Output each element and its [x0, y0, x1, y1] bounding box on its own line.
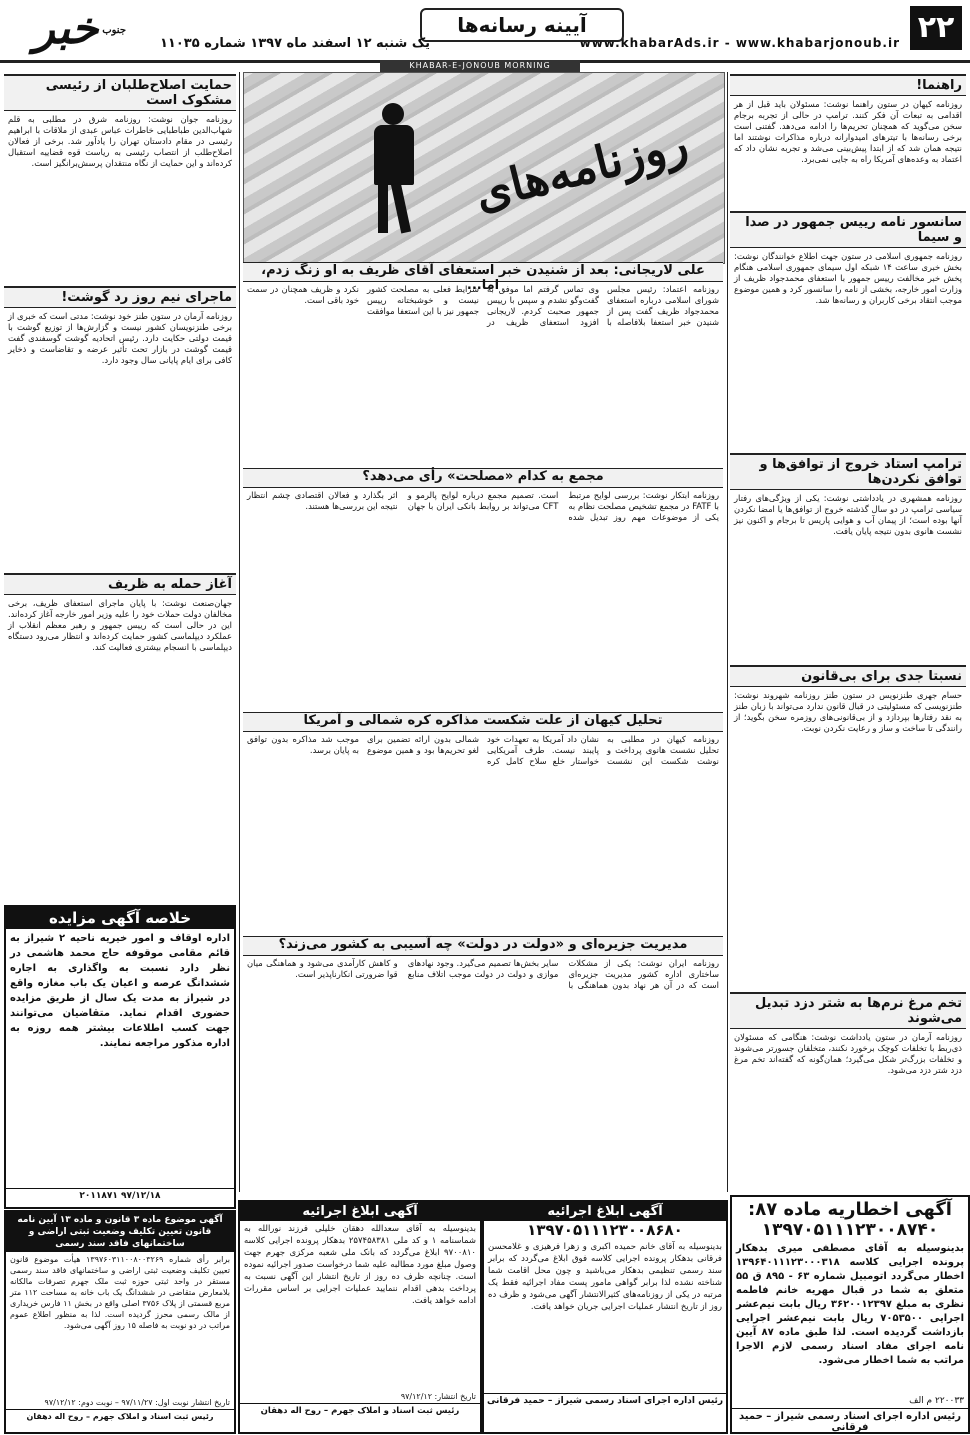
egg-thief-body: روزنامه آرمان در ستون یادداشت نوشت: هنگامی که مسئولان ذی‌ربط با تخلفات کوچک برخورد نکنند، متخلفان جسورتر می‌شوند و تخلفات بزرگ‌تر شکل می‌گیرد؛ همان‌گونه که گفته‌اند تخم مرغ دزد شتر دزد می‌شود.	[734, 1032, 962, 1075]
left-column	[4, 72, 236, 902]
article1-body: روزنامه اعتماد: رئیس مجلس شورای اسلامی درباره استعفای محمدجواد ظریف گفت پس از شنیدن خبر استعفا بلافاصله با وی تماس گرفتم اما موفق به گفت‌وگو نشدم و سپس با رییس جمهور صحبت کردم. لاریجانی افزود استعفای ظریف در شرایط فعلی به مصلحت کشور نیست و خوشبختانه رییس جمهور نیز با این استعفا موافقت نکرد و ظریف همچنان در سمت خود باقی است.	[247, 284, 719, 327]
website-urls[interactable]: www.khabarAds.ir - www.khabarjonoub.ir	[579, 36, 900, 50]
exec2-signature: رئیس ثبت اسناد و املاک جهرم – روح اله دهقان	[240, 1403, 480, 1416]
reader-silhouette	[364, 103, 424, 233]
newspaper-logo	[6, 4, 126, 54]
newspapers-photo	[243, 72, 725, 264]
english-strip: KHABAR-E-JONOUB MORNING	[380, 60, 580, 72]
trump-body: روزنامه همشهری در یادداشتی نوشت: یکی از ویژگی‌های رفتار سیاسی ترامپ در دو سال گذشته خروج از توافق‌ها یا امضا نکردن آنها بوده است؛ از پیمان آب و هوایی پاریس تا برجام و اکنون نیز نشست هانوی بدون نتیجه پایان یافت.	[734, 493, 962, 536]
lawless-body: حسام جهری طنزنویس در ستون طنز روزنامه شهروند نوشت: طنزنویسی که مسئولیتی در قبال قانون ندارد می‌تواند با زبان طنز به نقد رفتارها بپردازد و از بی‌قانونی‌های روزمره سخن بگوید؛ از رانندگی تا ساخت و ساز و رعایت نکردن نوبت.	[734, 690, 962, 733]
exec1-title: آگهی ابلاغ اجرائیه	[484, 1202, 726, 1221]
execution-notice-jahrom	[238, 1200, 482, 1434]
logo-text: خبر	[33, 3, 99, 54]
warn-body: بدینوسیله به آقای مصطفی میری بدهکار پرونده اجرایی کلاسه ۱۳۹۶۴۰۱۱۱۲۳۰۰۰۳۱۸ اخطار می‌گردد اتومبیل شماره ۶۳ - ۸۹۵ ق ۵۵ متعلق به شما در قبال مهریه خانم فاطمه نظری به مبلغ ۳۶۲۰۰۱۲۳۹۷ ریال بابت نیم‌عشر اجرایی ۷۰۵۳۵۰۰ ریال بابت نیم‌عشر اجرایی بازداشت گردیده است. لذا طبق ماده ۸۷ آیین نامه اجرای مفاد اسناد رسمی لازم الاجرا مراتب به شما اخطار می‌شود.	[736, 1243, 965, 1366]
reformists-heading: حمایت اصلاح‌طلبان از رئیسی مشکوک است	[4, 74, 236, 111]
censorship-heading: سانسور نامه رییس جمهور در صدا و سیما	[730, 211, 966, 248]
article3-body: روزنامه کیهان در مطلبی به تحلیل نشست هانوی پرداخت و نوشت شکست این نشست نشان داد آمریکا به تعهدات خود پایبند نیست. طرف آمریکایی خواستار خلع سلاح کامل کره شمالی بدون ارائه تضمین برای لغو تحریم‌ها بود و همین موضوع موجب شد مذاکره بدون توافق به پایان برسد.	[247, 734, 719, 766]
exec1-number: ۱۳۹۷۰۵۱۱۱۲۳۰۰۸۶۸۰	[527, 1221, 683, 1239]
photo-brush-title: روزنامه‌های	[469, 115, 693, 221]
warn-number: ۱۳۹۷۰۵۱۱۱۲۳۰۰۸۷۴۰	[761, 1220, 939, 1240]
notice-body: برابر رأی شماره ۱۳۹۷۶۰۳۱۱۰۰۸۰۰۳۲۶۹ هیأت موضوع قانون تعیین تکلیف وضعیت ثبتی اراضی و ساختمانهای فاقد سند رسمی مستقر در واحد ثبتی حوزه ثبت ملک جهرم تصرفات مالکانه بلامعارض متقاضی در ششدانگ یک باب خانه به مساحت ۱۱۲ متر مربع قسمتی از پلاک ۳۷۵۶ اصلی واقع در بخش ۱۱ فارس خریداری از مالک رسمی محرز گردیده است. لذا به منظور اطلاع عموم مراتب در دو نوبت به فاصله ۱۵ روز آگهی می‌شود.	[10, 1255, 231, 1330]
notice-signature: رئیس ثبت اسناد و املاک جهرم – روح اله دهقان	[6, 1409, 234, 1421]
article4	[243, 958, 723, 1093]
exec1-body: بدینوسیله به آقای خانم حمیده اکبری و زهرا فرهیزی و غلامحسن فرقانی بدهکار پرونده اجرایی کلاسه فوق ابلاغ می‌گردد که برابر سند رسمی تنظیمی بدهکار می‌باشید و چون محل اقامت شما شناخته نشده لذا برابر گواهی مامور پست مفاد اجرائیه فقط یک مرتبه در یکی از روزنامه‌های کثیرالانتشار آگهی می‌شود و ظرف ده روز از تاریخ انتشار عملیات اجرایی جریان خواهد یافت.	[488, 1242, 722, 1312]
article2-heading: مجمع به کدام «مصلحت» رأی می‌دهد؟	[243, 468, 723, 488]
egg-thief-heading: تخم مرغ نرم‌ها به شتر دزد تبدیل می‌شوند	[730, 992, 966, 1029]
zarif-attack-body: جهان‌صنعت نوشت: با پایان ماجرای استعفای ظریف، برخی مخالفان دولت حملات خود را علیه وزیر امور خارجه آغاز کرده‌اند. این در حالی است که رییس جمهور و رهبر معظم انقلاب از عملکرد دیپلماسی کشور حمایت کرده‌اند و انتظار می‌رود دستگاه دیپلماسی با انسجام بیشتری فعالیت کند.	[8, 598, 232, 652]
warn-date: ۲۲۰۰۳۳ م الف	[909, 1396, 964, 1406]
guide-body: روزنامه کیهان در ستون راهنما نوشت: مسئولان باید قبل از هر اقدامی به تبعات آن فکر کنند. ترامپ در حالی از تجربه برجام سخن می‌گوید که همچنان تحریم‌ها را ادامه می‌دهد. گفتنی است برخی رسانه‌ها با تیترهای امیدوارانه درباره مذاکرات نوشتند اما نتیجه همان شد که از ابتدا پیش‌بینی می‌شد و تجربه نشان داد که اعتماد به وعده‌های آمریکا راه به جایی نمی‌برد.	[734, 99, 962, 164]
exec2-title: آگهی ابلاغ اجرائیه	[240, 1202, 480, 1221]
execution-notice-shiraz	[482, 1200, 728, 1434]
article87-warning-ad	[730, 1195, 970, 1434]
section-title: آیینه رسانه‌ها	[420, 8, 624, 42]
warn-signature: رئیس اداره اجرای اسناد رسمی شیراز – حمید فرقانی	[732, 1408, 968, 1433]
date-line: یک شنبه ۱۲ اسفند ماه ۱۳۹۷ شماره ۱۱۰۳۵	[160, 36, 431, 51]
article1-heading: علی لاریجانی: بعد از شنیدن خبر استعفای آقای ظریف به او زنگ زدم، اما...	[243, 262, 723, 282]
notice-date: تاریخ انتشار نوبت اول: ۹۷/۱۱/۲۷ – نوبت دوم: ۹۷/۱۲/۱۲	[44, 1398, 230, 1407]
article3	[243, 734, 723, 934]
exec1-signature: رئیس اداره اجرای اسناد رسمی شیراز – حمید فرقانی	[484, 1393, 726, 1406]
article1	[243, 284, 723, 464]
trump-heading: ترامپ استاد خروج از توافق‌ها و توافق نکردن‌ها	[730, 453, 966, 490]
page-number: ۲۲	[910, 6, 962, 50]
right-column	[730, 72, 966, 1172]
meat-heading: ماجرای نیم روز رد گوشت!	[4, 286, 236, 308]
article3-heading: تحلیل کیهان از علت شکست مذاکره کره شمالی و آمریکا	[243, 712, 723, 732]
auction-body: اداره اوقاف و امور خیریه ناحیه ۲ شیراز به قائم مقامی موقوفه حاج محمد هاشمی در نظر دارد نسبت به واگذاری به اجاره ششدانگ عرصه و اعیان یک باب مغازه واقع در شیراز به مدت یک سال از طریق مزایده حضوری اقدام نماید. متقاضیان می‌توانند جهت کسب اطلاعات بیشتر همه روزه به اداره مذکور مراجعه نمایند.	[10, 933, 230, 1049]
logo-subtext: جنوب	[102, 25, 126, 36]
auction-ad	[4, 905, 236, 1209]
column-divider	[239, 72, 240, 1192]
exec2-date: تاریخ انتشار: ۹۷/۱۲/۱۲	[400, 1392, 476, 1401]
article2	[243, 490, 723, 710]
censorship-body: روزنامه جمهوری اسلامی در ستون جهت اطلاع خوانندگان نوشت: بخش خبری ساعت ۱۴ شبکه اول سیمای جمهوری اسلامی هنگام پخش خبر مخالفت رییس جمهور با استعفای محمدجواد ظریف از وزارت امور خارجه، بخشی از نامه را سانسور کرد و همین موضوع موجب انتقاد برخی کاربران و رسانه‌ها شد.	[734, 251, 962, 305]
auction-title: خلاصه آگهی مزایده	[6, 907, 234, 929]
reformists-body: روزنامه جوان نوشت: روزنامه شرق در مطلبی به قلم شهاب‌الدین طباطبایی خاطرات عباس عبدی از ملاقات با ابراهیم رئیسی در مقام دادستان تهران را یادآور شد. برخی از فعالان اصلاح‌طلب از انتصاب رئیسی به ریاست قوه قضاییه استقبال کرده‌اند و این حمایت از نگاه منتقدان پرسش‌برانگیز است.	[8, 114, 232, 168]
article2-body: روزنامه ابتکار نوشت: بررسی لوایح مرتبط با FATF در مجمع تشخیص مصلحت نظام به یکی از موضوعات مهم روز تبدیل شده است. تصمیم مجمع درباره لوایح پالرمو و CFT می‌تواند بر روابط بانکی ایران با جهان اثر بگذارد و فعالان اقتصادی چشم انتظار نتیجه این بررسی‌ها هستند.	[247, 490, 719, 522]
masthead	[0, 0, 970, 63]
article4-body: روزنامه ایران نوشت: یکی از مشکلات ساختاری اداره کشور مدیریت جزیره‌ای است که در آن هر نهاد بدون هماهنگی با سایر بخش‌ها تصمیم می‌گیرد. وجود نهادهای موازی و دولت در دولت موجب اتلاف منابع و کاهش کارآمدی می‌شود و هماهنگی میان قوا ضرورتی انکارناپذیر است.	[247, 958, 719, 990]
meat-body: روزنامه آرمان در ستون طنز خود نوشت: مدتی است که خبری از برخی طنزنویسان کشور نیست و گزارش‌ها از توزیع گوشت با قیمت دولتی حکایت دارد. رئیس اتحادیه گوشت گوسفندی گفت قیمت گوشت در بازار تحت تأثیر عرضه و تقاضاست و ذخایر کافی برای ایام پایانی سال وجود دارد.	[8, 311, 232, 365]
auction-footer: ۹۷/۱۲/۱۸ ۲۰۱۱۸۷۱	[6, 1188, 234, 1201]
warn-title: آگهی اخطاریه ماده ۸۷:	[748, 1199, 952, 1220]
notice-title: آگهی موضوع ماده ۳ قانون و ماده ۱۳ آیین نامه قانون تعیین تکلیف وضعیت ثبتی اراضی و ساختمانهای فاقد سند رسمی	[6, 1212, 234, 1252]
article4-heading: مدیریت جزیره‌ای و «دولت در دولت» چه آسیبی به کشور می‌زند؟	[243, 936, 723, 956]
registry-notice-ad	[4, 1210, 236, 1434]
column-divider	[727, 72, 728, 1192]
zarif-attack-heading: آغاز حمله به ظریف	[4, 573, 236, 595]
guide-heading: راهنما!	[730, 74, 966, 96]
exec2-body: بدینوسیله به آقای سعدالله دهقان خلیلی فرزند نورالله به شماسنامه ۱ و کد ملی ۲۵۷۴۵۸۳۸۱ بدهکار پرونده اجرایی کلاسه ۹۷۰۰۸۱۰ ابلاغ می‌گردد که بانک ملی شعبه مرکزی جهرم جهت وصول مبلغ مورد مطالبه علیه شما درخواست صدور اجرائیه نموده است. چنانچه ظرف ده روز از تاریخ انتشار این آگهی نسبت به پرداخت بدهی اقدام ننمایید عملیات اجرایی بر اساس مقررات ادامه خواهد یافت.	[244, 1224, 476, 1306]
lawless-heading: نسبتا جدی برای بی‌قانون	[730, 665, 966, 687]
